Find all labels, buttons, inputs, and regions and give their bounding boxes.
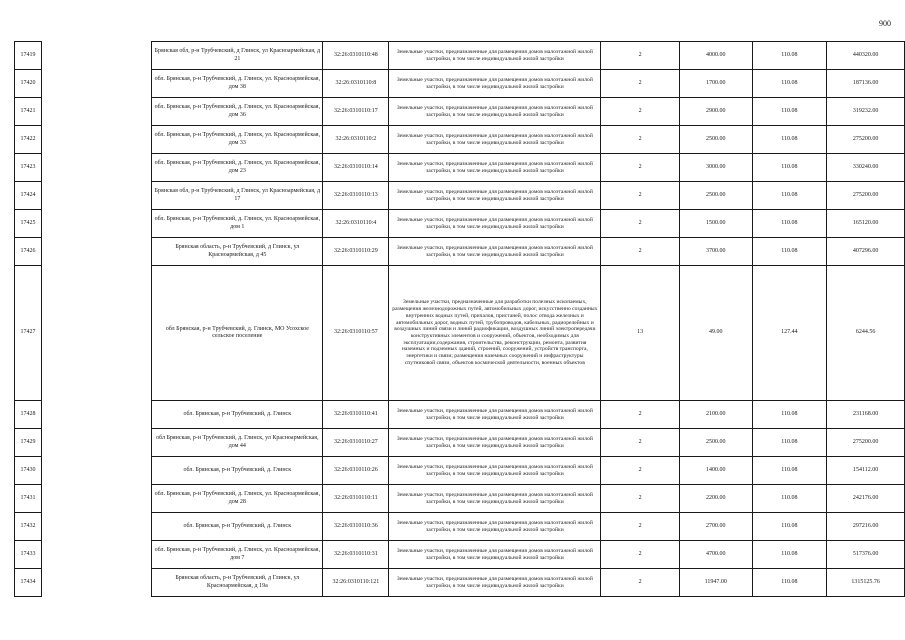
row-area: 3000.00 bbox=[679, 154, 752, 182]
row-rate: 110.08 bbox=[752, 513, 827, 541]
row-group: 2 bbox=[601, 569, 680, 597]
row-address: обл. Брянская, р-н Трубчевский, д. Глинск, ул. Красноармейская, дом 23 bbox=[152, 154, 323, 182]
row-cadastral-number: 32:26:0310110:36 bbox=[323, 513, 389, 541]
row-gap bbox=[41, 569, 151, 597]
row-land-use: Земельные участки, предназначенные для разработки полезных ископаемых, размещения железнодорожных путей, автомобильных дорог, искусственно созданных внутренних водных путей, причалов, пристаней, полос отвода железных и автомобильных дорог, водных путей, трубопроводов, кабельных, радиорелейных и воздушных линий связи и линий радиофикации, воздушных линий электропередачи конструктивных элементов и сооружений, объектов, необходимых для эксплуатации,содержания, строительства, реконструкции, ремонта, развития наземных и подземных зданий, строений, сооружений, устройств транспорта, энергетики и связи; размещения наземных сооружений и инфраструктуры спутниковой связи, объектов космической деятельности, военных объектов bbox=[389, 266, 601, 401]
table-row bbox=[15, 541, 905, 569]
row-group: 2 bbox=[601, 513, 680, 541]
row-address: обл Брянская, р-н Трубчевский, д. Глинск, МО Усохское сельское поселение bbox=[152, 266, 323, 401]
row-id: 17422 bbox=[15, 126, 42, 154]
row-group: 2 bbox=[601, 541, 680, 569]
row-rate: 110.08 bbox=[752, 457, 827, 485]
row-rate: 127.44 bbox=[752, 266, 827, 401]
row-rate: 110.08 bbox=[752, 210, 827, 238]
row-cadastral-number: 32:26:0310110:27 bbox=[323, 429, 389, 457]
row-group: 2 bbox=[601, 485, 680, 513]
row-value: 6244.56 bbox=[827, 266, 905, 401]
row-area: 11947.00 bbox=[679, 569, 752, 597]
row-id: 17420 bbox=[15, 70, 42, 98]
row-address: обл. Брянская, р-н Трубчевский, д. Глинск, ул. Красноармейская, дом 38 bbox=[152, 70, 323, 98]
row-group: 2 bbox=[601, 42, 680, 70]
row-area: 2500.00 bbox=[679, 182, 752, 210]
row-group: 2 bbox=[601, 401, 680, 429]
row-id: 17432 bbox=[15, 513, 42, 541]
row-group: 2 bbox=[601, 182, 680, 210]
row-address: Брянская область, р-н Трубчевский, д Глинск, ул Красноармейская, д 45 bbox=[152, 238, 323, 266]
row-area: 2200.00 bbox=[679, 485, 752, 513]
table-row bbox=[15, 513, 905, 541]
row-address: Брянская обл, р-н Трубчевский, д Глинск, ул Красноармейская, д 21 bbox=[152, 42, 323, 70]
row-cadastral-number: 32:26:0310110:17 bbox=[323, 98, 389, 126]
table-row bbox=[15, 485, 905, 513]
row-id: 17431 bbox=[15, 485, 42, 513]
row-cadastral-number: 32:26:0310110:2 bbox=[323, 126, 389, 154]
row-value: 1315125.76 bbox=[827, 569, 905, 597]
row-address: обл. Брянская, р-н Трубчевский, д. Глинск bbox=[152, 401, 323, 429]
table-row bbox=[15, 238, 905, 266]
row-gap bbox=[41, 513, 151, 541]
row-value: 517376.00 bbox=[827, 541, 905, 569]
row-cadastral-number: 32:26:0310110:4 bbox=[323, 210, 389, 238]
row-address: обл. Брянская, р-н Трубчевский, д. Глинск, ул. Красноармейская, дом 36 bbox=[152, 98, 323, 126]
row-land-use: Земельные участки, предназначенные для размещения домов малоэтажной жилой застройки, в том числе индивидуальной жилой застройки bbox=[389, 401, 601, 429]
row-rate: 110.08 bbox=[752, 182, 827, 210]
row-group: 2 bbox=[601, 429, 680, 457]
row-land-use: Земельные участки, предназначенные для размещения домов малоэтажной жилой застройки, в том числе индивидуальной жилой застройки bbox=[389, 70, 601, 98]
row-rate: 110.08 bbox=[752, 126, 827, 154]
row-address: обл Брянская, р-н Трубчевский, д. Глинск, ул Красноармейская, дом 44 bbox=[152, 429, 323, 457]
row-value: 154112.00 bbox=[827, 457, 905, 485]
table-row bbox=[15, 457, 905, 485]
row-gap bbox=[41, 42, 151, 70]
row-id: 17433 bbox=[15, 541, 42, 569]
row-area: 2100.00 bbox=[679, 401, 752, 429]
row-address: обл. Брянская, р-н Трубчевский, д. Глинск, ул. Красноармейская, дом 33 bbox=[152, 126, 323, 154]
row-area: 1700.00 bbox=[679, 70, 752, 98]
row-land-use: Земельные участки, предназначенные для размещения домов малоэтажной жилой застройки, в том числе индивидуальной жилой застройки bbox=[389, 541, 601, 569]
row-value: 275200.00 bbox=[827, 126, 905, 154]
row-address: Брянская область, р-н Трубчевский, д Глинск, ул Красноармейская, д 19а bbox=[152, 569, 323, 597]
row-cadastral-number: 32:26:0310110:48 bbox=[323, 42, 389, 70]
row-value: 407296.00 bbox=[827, 238, 905, 266]
row-id: 17424 bbox=[15, 182, 42, 210]
row-land-use: Земельные участки, предназначенные для размещения домов малоэтажной жилой застройки, в том числе индивидуальной жилой застройки bbox=[389, 429, 601, 457]
row-address: обл. Брянская, р-н Трубчевский, д. Глинск bbox=[152, 457, 323, 485]
row-gap bbox=[41, 210, 151, 238]
row-value: 319232.00 bbox=[827, 98, 905, 126]
row-land-use: Земельные участки, предназначенные для размещения домов малоэтажной жилой застройки, в том числе индивидуальной жилой застройки bbox=[389, 98, 601, 126]
row-value: 275200.00 bbox=[827, 429, 905, 457]
row-gap bbox=[41, 182, 151, 210]
row-gap bbox=[41, 429, 151, 457]
row-land-use: Земельные участки, предназначенные для размещения домов малоэтажной жилой застройки, в том числе индивидуальной жилой застройки bbox=[389, 457, 601, 485]
table-row bbox=[15, 70, 905, 98]
table-row bbox=[15, 154, 905, 182]
row-cadastral-number: 32:26:0310110:41 bbox=[323, 401, 389, 429]
table-row bbox=[15, 126, 905, 154]
row-gap bbox=[41, 126, 151, 154]
table-row bbox=[15, 42, 905, 70]
row-rate: 110.08 bbox=[752, 401, 827, 429]
row-land-use: Земельные участки, предназначенные для размещения домов малоэтажной жилой застройки, в том числе индивидуальной жилой застройки bbox=[389, 126, 601, 154]
row-land-use: Земельные участки, предназначенные для размещения домов малоэтажной жилой застройки, в том числе индивидуальной жилой застройки bbox=[389, 42, 601, 70]
row-cadastral-number: 32:26:0310110:31 bbox=[323, 541, 389, 569]
row-id: 17434 bbox=[15, 569, 42, 597]
row-land-use: Земельные участки, предназначенные для размещения домов малоэтажной жилой застройки, в том числе индивидуальной жилой застройки bbox=[389, 154, 601, 182]
cadastral-value-table bbox=[14, 41, 905, 597]
row-area: 49.00 bbox=[679, 266, 752, 401]
row-id: 17419 bbox=[15, 42, 42, 70]
row-value: 187136.00 bbox=[827, 70, 905, 98]
row-id: 17423 bbox=[15, 154, 42, 182]
row-gap bbox=[41, 98, 151, 126]
row-group: 2 bbox=[601, 126, 680, 154]
row-gap bbox=[41, 401, 151, 429]
row-gap bbox=[41, 541, 151, 569]
row-value: 275200.00 bbox=[827, 182, 905, 210]
row-rate: 110.08 bbox=[752, 98, 827, 126]
row-area: 4000.00 bbox=[679, 42, 752, 70]
row-id: 17426 bbox=[15, 238, 42, 266]
row-area: 1400.00 bbox=[679, 457, 752, 485]
row-id: 17429 bbox=[15, 429, 42, 457]
row-value: 330240.00 bbox=[827, 154, 905, 182]
row-value: 165120.00 bbox=[827, 210, 905, 238]
row-gap bbox=[41, 266, 151, 401]
row-land-use: Земельные участки, предназначенные для размещения домов малоэтажной жилой застройки, в том числе индивидуальной жилой застройки bbox=[389, 485, 601, 513]
row-rate: 110.08 bbox=[752, 429, 827, 457]
row-area: 2900.00 bbox=[679, 98, 752, 126]
row-address: обл. Брянская, р-н Трубчевский, д. Глинск, ул. Красноармейская, дом 28 bbox=[152, 485, 323, 513]
row-group: 2 bbox=[601, 98, 680, 126]
page-number: 900 bbox=[879, 19, 891, 28]
row-value: 231168.00 bbox=[827, 401, 905, 429]
row-area: 4700.00 bbox=[679, 541, 752, 569]
table-row bbox=[15, 210, 905, 238]
table-row bbox=[15, 569, 905, 597]
row-rate: 110.08 bbox=[752, 154, 827, 182]
table-row bbox=[15, 98, 905, 126]
row-rate: 110.08 bbox=[752, 42, 827, 70]
row-id: 17421 bbox=[15, 98, 42, 126]
row-cadastral-number: 32:26:0310110:14 bbox=[323, 154, 389, 182]
row-id: 17430 bbox=[15, 457, 42, 485]
table-body bbox=[15, 42, 905, 597]
row-land-use: Земельные участки, предназначенные для размещения домов малоэтажной жилой застройки, в том числе индивидуальной жилой застройки bbox=[389, 210, 601, 238]
row-address: Брянская обл, р-н Трубчевский, д Глинск, ул Красноармейская, д 17 bbox=[152, 182, 323, 210]
table-row bbox=[15, 401, 905, 429]
row-rate: 110.08 bbox=[752, 541, 827, 569]
row-area: 2700.00 bbox=[679, 513, 752, 541]
row-cadastral-number: 32:26:0310110:11 bbox=[323, 485, 389, 513]
row-land-use: Земельные участки, предназначенные для размещения домов малоэтажной жилой застройки, в том числе индивидуальной жилой застройки bbox=[389, 569, 601, 597]
row-gap bbox=[41, 485, 151, 513]
row-gap bbox=[41, 70, 151, 98]
row-gap bbox=[41, 238, 151, 266]
row-group: 2 bbox=[601, 70, 680, 98]
row-address: обл. Брянская, р-н Трубчевский, д. Глинск, ул. Красноармейская, дом 7 bbox=[152, 541, 323, 569]
row-area: 3700.00 bbox=[679, 238, 752, 266]
row-area: 2500.00 bbox=[679, 429, 752, 457]
row-group: 2 bbox=[601, 210, 680, 238]
row-id: 17427 bbox=[15, 266, 42, 401]
row-gap bbox=[41, 457, 151, 485]
row-rate: 110.08 bbox=[752, 569, 827, 597]
row-area: 2500.00 bbox=[679, 126, 752, 154]
row-value: 440320.00 bbox=[827, 42, 905, 70]
row-land-use: Земельные участки, предназначенные для размещения домов малоэтажной жилой застройки, в том числе индивидуальной жилой застройки bbox=[389, 182, 601, 210]
table-row bbox=[15, 266, 905, 401]
row-land-use: Земельные участки, предназначенные для размещения домов малоэтажной жилой застройки, в том числе индивидуальной жилой застройки bbox=[389, 238, 601, 266]
row-value: 242176.00 bbox=[827, 485, 905, 513]
row-address: обл. Брянская, р-н Трубчевский, д. Глинск bbox=[152, 513, 323, 541]
row-group: 2 bbox=[601, 238, 680, 266]
row-area: 1500.00 bbox=[679, 210, 752, 238]
row-group: 2 bbox=[601, 457, 680, 485]
row-rate: 110.08 bbox=[752, 238, 827, 266]
row-cadastral-number: 32:26:0310110:8 bbox=[323, 70, 389, 98]
row-id: 17428 bbox=[15, 401, 42, 429]
row-land-use: Земельные участки, предназначенные для размещения домов малоэтажной жилой застройки, в том числе индивидуальной жилой застройки bbox=[389, 513, 601, 541]
row-cadastral-number: 32:26:0310110:26 bbox=[323, 457, 389, 485]
row-group: 2 bbox=[601, 154, 680, 182]
table-row bbox=[15, 182, 905, 210]
row-address: обл. Брянская, р-н Трубчевский, д. Глинск, ул. Красноармейская, дом 1 bbox=[152, 210, 323, 238]
row-cadastral-number: 32:26:0310110:57 bbox=[323, 266, 389, 401]
row-gap bbox=[41, 154, 151, 182]
row-cadastral-number: 32:26:0310110:13 bbox=[323, 182, 389, 210]
row-value: 297216.00 bbox=[827, 513, 905, 541]
table-row bbox=[15, 429, 905, 457]
row-id: 17425 bbox=[15, 210, 42, 238]
row-cadastral-number: 32:26:0310110:29 bbox=[323, 238, 389, 266]
row-group: 13 bbox=[601, 266, 680, 401]
row-rate: 110.08 bbox=[752, 485, 827, 513]
row-rate: 110.08 bbox=[752, 70, 827, 98]
row-cadastral-number: 32:26:0310110:121 bbox=[323, 569, 389, 597]
